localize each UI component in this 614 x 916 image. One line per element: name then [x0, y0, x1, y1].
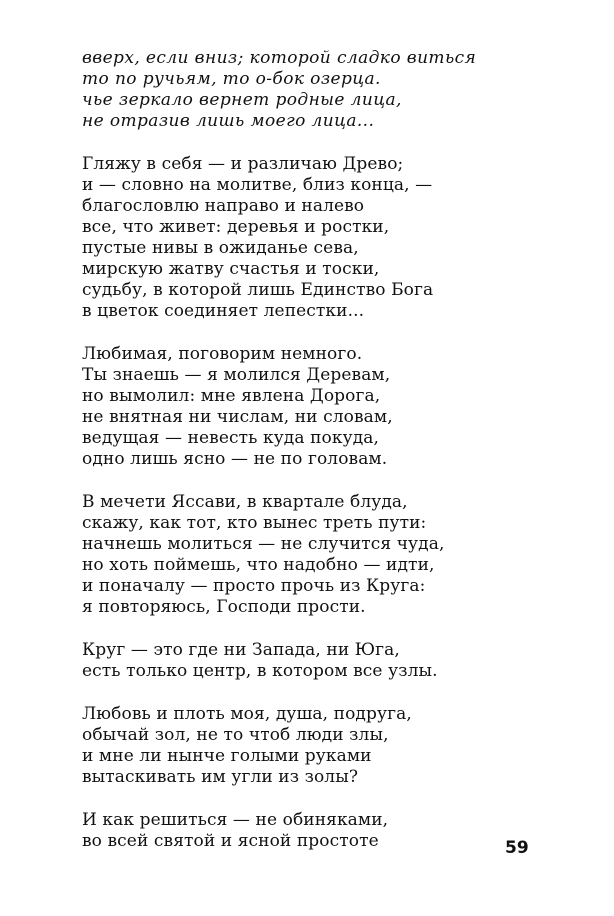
poem-line: в цветок соединяет лепестки...	[82, 301, 365, 321]
stanza-2	[82, 154, 582, 322]
poem-line: начнешь молиться — не случится чуда,	[82, 534, 445, 554]
poem-line: мирскую жатву счастья и тоски,	[82, 259, 380, 279]
poem-line: все, что живет: деревья и ростки,	[82, 217, 390, 237]
poem-line: то по ручьям, то о-бок озерца.	[82, 69, 381, 89]
poem-line: вверх, если вниз; которой сладко виться	[82, 48, 477, 68]
stanza-4	[82, 492, 582, 618]
poem-line: одно лишь ясно — не по головам.	[82, 449, 388, 469]
poem-line: судьбу, в которой лишь Единство Бога	[82, 280, 434, 300]
poem-line: чье зеркало вернет родные лица,	[82, 90, 402, 110]
poem-line: но вымолил: мне явлена Дорога,	[82, 386, 381, 406]
poem-line: во всей святой и ясной простоте	[82, 831, 379, 851]
poem-line: вытаскивать им угли из золы?	[82, 767, 359, 787]
poem-line: Любимая, поговорим немного.	[82, 344, 363, 364]
poem-line: я повторяюсь, Господи прости.	[82, 597, 366, 617]
poem-line: В мечети Яссави, в квартале блуда,	[82, 492, 408, 512]
poem-line: пустые нивы в ожиданье сева,	[82, 238, 359, 258]
poem-line: ведущая — невесть куда покуда,	[82, 428, 380, 448]
poem-line: не внятная ни числам, ни словам,	[82, 407, 393, 427]
poem-line: не отразив лишь моего лица...	[82, 111, 375, 131]
stanza-6	[82, 704, 582, 788]
poem-line: благословлю направо и налево	[82, 196, 365, 216]
poem-line: обычай зол, не то чтоб люди злы,	[82, 725, 389, 745]
page-number: 59	[505, 838, 529, 858]
poem-line: Гляжу в себя — и различаю Древо;	[82, 154, 404, 174]
poem-line: И как решиться — не обиняками,	[82, 810, 389, 830]
poem-line: и — словно на молитве, близ конца, —	[82, 175, 433, 195]
poem-line: и поначалу — просто прочь из Круга:	[82, 576, 426, 596]
poem-line: скажу, как тот, кто вынес треть пути:	[82, 513, 427, 533]
poem-line: но хоть поймешь, что надобно — идти,	[82, 555, 435, 575]
stanza-1	[82, 48, 582, 132]
poem-line: Любовь и плоть моя, душа, подруга,	[82, 704, 412, 724]
stanza-5	[82, 640, 582, 682]
poem-line: есть только центр, в котором все узлы.	[82, 661, 438, 681]
poem-line: Ты знаешь — я молился Деревам,	[82, 365, 391, 385]
poem-text	[82, 48, 582, 852]
stanza-3	[82, 344, 582, 470]
poem-line: и мне ли нынче голыми руками	[82, 746, 372, 766]
poem-line: Круг — это где ни Запада, ни Юга,	[82, 640, 400, 660]
